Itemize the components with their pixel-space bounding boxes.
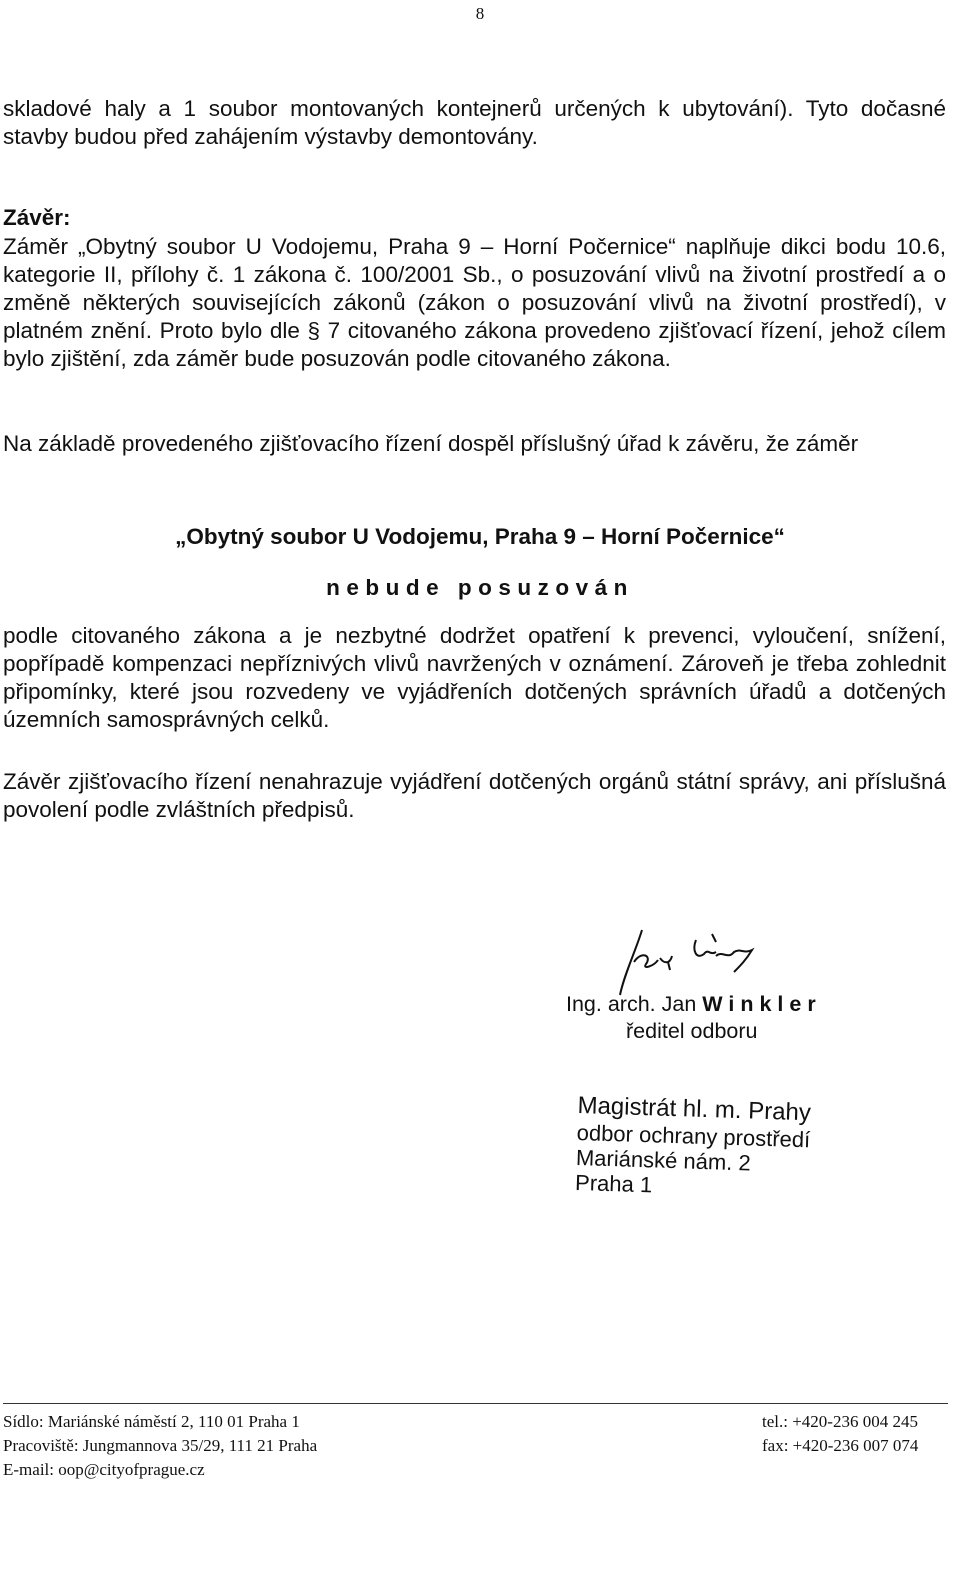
signer-name	[566, 990, 822, 1018]
footer-divider	[3, 1403, 948, 1404]
footer-address: Sídlo: Mariánské náměstí 2, 110 01 Praha 1	[3, 1412, 300, 1431]
handwritten-signature	[612, 920, 762, 1000]
signer-surname: Winkler	[702, 992, 822, 1016]
stamp-line-city: Praha 1	[574, 1169, 653, 1198]
signer-role: ředitel odboru	[626, 1019, 758, 1043]
conclusion-heading: Závěr:	[3, 205, 71, 230]
page-number: 8	[475, 4, 485, 23]
project-title: „Obytný soubor U Vodojemu, Praha 9 – Horní Počernice“	[175, 524, 785, 549]
footer-contact-left	[3, 1410, 317, 1482]
footer-fax: fax: +420-236 007 074	[762, 1436, 919, 1455]
paragraph-measures: podle citovaného zákona a je nezbytné dodržet opatření k prevenci, vyloučení, snížení, popřípadě kompenzaci nepříznivých vlivů navržených v oznámení. Zároveň je třeba zohlednit připomínky, které jsou rozvedeny ve vyjádřeních dotčených správních úřadů a dotčených územních samosprávných celků.	[3, 623, 946, 732]
footer-workplace: Pracoviště: Jungmannova 35/29, 111 21 Praha	[3, 1436, 318, 1455]
paragraph-disclaimer: Závěr zjišťovacího řízení nenahrazuje vyjádření dotčených orgánů státní správy, ani příslušná povolení podle zvláštních předpisů.	[3, 769, 946, 822]
paragraph-temporary-buildings: skladové haly a 1 soubor montovaných kontejnerů určených k ubytování). Tyto dočasné stavby budou před zahájením výstavby demontovány.	[3, 96, 946, 149]
footer-email: E-mail: oop@cityofprague.cz	[3, 1460, 205, 1479]
verdict-text: nebude posuzován	[326, 575, 634, 600]
stamp-line-street: Mariánské nám. 2	[575, 1144, 752, 1176]
signer-name-prefix: Ing. arch. Jan	[566, 992, 703, 1016]
footer-contact-right	[762, 1410, 918, 1458]
paragraph-authority-conclusion: Na základě provedeného zjišťovacího řízení dospěl příslušný úřad k závěru, že záměr	[3, 431, 859, 456]
stamp-line-department: odbor ochrany prostředí	[576, 1119, 811, 1153]
footer-tel: tel.: +420-236 004 245	[762, 1412, 918, 1431]
office-stamp	[575, 1092, 812, 1202]
paragraph-legal-basis: Záměr „Obytný soubor U Vodojemu, Praha 9 – Horní Počernice“ naplňuje dikci bodu 10.6, kategorie II, přílohy č. 1 zákona č. 100/2001 Sb., o posuzování vlivů na životní prostředí a o změně některých souvisejících zákonů (zákon o posuzování vlivů na životní prostředí), v platném znění. Proto bylo dle § 7 citovaného zákona provedeno zjišťovací řízení, jehož cílem bylo zjištění, zda záměr bude posuzován podle citovaného zákona.	[3, 234, 946, 371]
stamp-line-office: Magistrát hl. m. Prahy	[577, 1092, 812, 1127]
